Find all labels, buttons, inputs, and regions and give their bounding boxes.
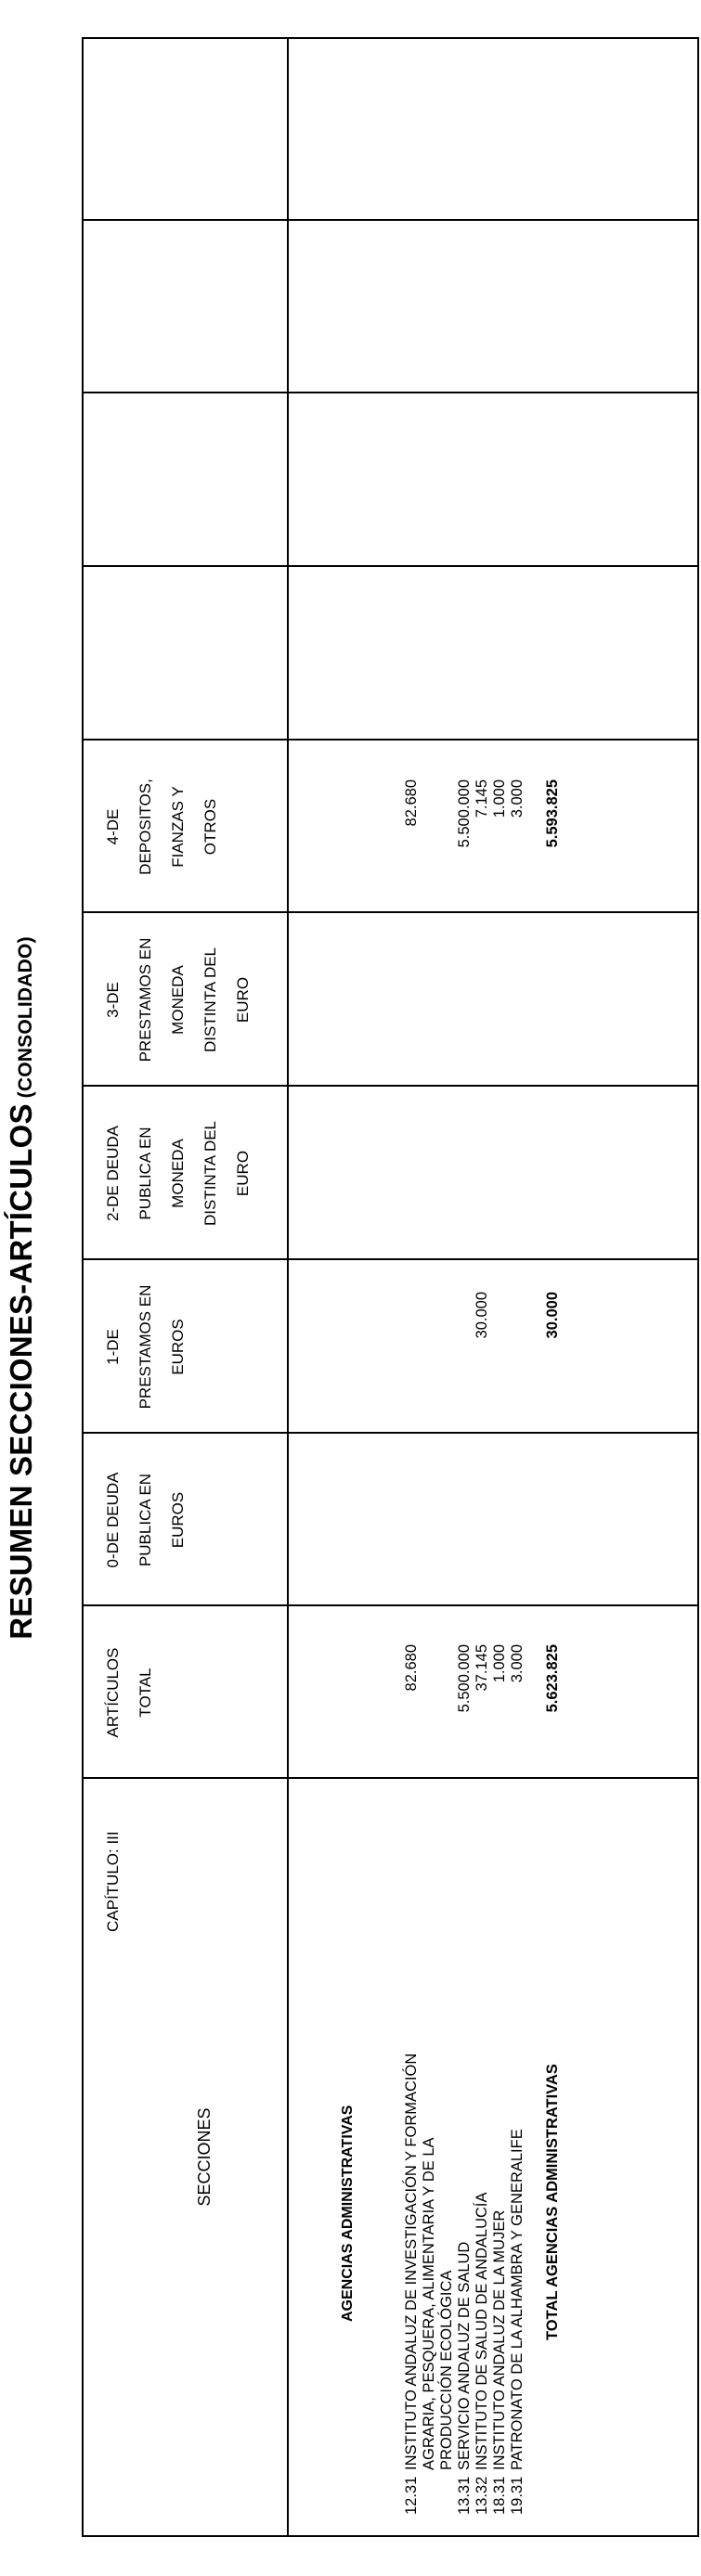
- col-header-art2: [97, 1087, 259, 1260]
- section-code: 13.31: [456, 2476, 473, 2515]
- total-art1: 30.000: [544, 1292, 561, 1339]
- table-row: [474, 2192, 491, 2515]
- table-row: [509, 2129, 526, 2515]
- cell-art4: 82.680: [403, 779, 420, 827]
- total-art4: 5.593.825: [544, 779, 561, 848]
- section-name-line: INSTITUTO ANDALUZ DE INVESTIGACIÓN Y FORMACIÓN: [403, 2053, 420, 2470]
- page-title: [4, 0, 39, 2576]
- cell-total: 3.000: [509, 1644, 526, 1683]
- header-divider: [287, 39, 289, 2535]
- col-header-art1: [97, 1260, 194, 1434]
- col-header-total: [97, 1606, 162, 1779]
- section-name: [403, 2054, 456, 2470]
- title-subtitle: (CONSOLIDADO): [15, 936, 36, 1099]
- col-header-art3: [97, 913, 259, 1087]
- col-header-line: DEPOSITOS,: [136, 779, 154, 875]
- cell-art1: 30.000: [474, 1292, 490, 1339]
- col-header-line: MONEDA: [169, 965, 187, 1035]
- chapter-label: CAPÍTULO: III: [104, 1831, 122, 1932]
- section-name: SERVICIO ANDALUZ DE SALUD: [456, 2241, 473, 2470]
- cell-art4: 7.145: [474, 779, 490, 818]
- section-name: INSTITUTO ANDALUZ DE LA MUJER: [491, 2209, 508, 2470]
- col-header-line: 2-DE DEUDA: [104, 1126, 122, 1221]
- col-header-line: DISTINTA DEL: [201, 1120, 219, 1227]
- cell-art4: 5.500.000: [456, 779, 473, 848]
- col-header-line: EURO: [234, 1150, 252, 1197]
- col-header-line: 1-DE: [104, 1329, 122, 1365]
- cell-art4: 1.000: [491, 779, 508, 818]
- col-header-line: ARTÍCULOS: [104, 1647, 122, 1738]
- summary-table: [82, 37, 699, 2537]
- table-row: [491, 2210, 509, 2515]
- sections-header: SECCIONES: [195, 2107, 214, 2207]
- col-header-line: PRESTAMOS EN: [136, 937, 154, 1063]
- col-divider-10: [84, 219, 697, 221]
- col-divider-1: [84, 1777, 697, 1779]
- section-code: 19.31: [509, 2476, 526, 2515]
- col-divider-8: [84, 565, 697, 567]
- col-header-art4: [97, 741, 227, 913]
- col-header-line: 4-DE: [104, 808, 122, 845]
- col-header-line: EUROS: [169, 1319, 187, 1375]
- cell-total: 5.500.000: [456, 1644, 473, 1713]
- section-name: PATRONATO DE LA ALHAMBRA Y GENERALIFE: [509, 2129, 526, 2470]
- cell-total: 37.145: [474, 1644, 490, 1692]
- table-row: [456, 2242, 474, 2515]
- section-name: INSTITUTO DE SALUD DE ANDALUCÍA: [474, 2192, 490, 2470]
- table-row: [403, 2054, 456, 2515]
- col-header-line: MONEDA: [169, 1139, 187, 1208]
- col-header-line: PRESTAMOS EN: [136, 1284, 154, 1410]
- col-header-line: PUBLICA EN: [136, 1473, 154, 1567]
- col-header-line: 0-DE DEUDA: [104, 1472, 122, 1568]
- title-text: RESUMEN SECCIONES-ARTÍCULOS: [4, 1103, 38, 1640]
- col-header-line: OTROS: [201, 798, 219, 856]
- col-header-art0: [97, 1434, 194, 1606]
- section-code: 18.31: [491, 2476, 508, 2515]
- cell-total: 1.000: [491, 1644, 508, 1683]
- section-code: 12.31: [403, 2476, 420, 2515]
- col-header-line: PUBLICA EN: [136, 1127, 154, 1220]
- section-code: 13.32: [474, 2476, 490, 2515]
- section-name-line: AGRARIA, PESQUERA, ALIMENTARIA Y DE LA: [421, 2137, 437, 2470]
- col-header-line: EUROS: [169, 1491, 187, 1549]
- col-header-line: 3-DE: [104, 982, 122, 1018]
- total-label: TOTAL AGENCIAS ADMINISTRATIVAS: [544, 2064, 561, 2340]
- group-title: AGENCIAS ADMINISTRATIVAS: [340, 2105, 356, 2322]
- col-header-line: EURO: [234, 976, 252, 1024]
- col-header-line: FIANZAS Y: [169, 786, 187, 868]
- total-total: 5.623.825: [544, 1644, 561, 1713]
- cell-total: 82.680: [403, 1644, 420, 1692]
- col-divider-9: [84, 392, 697, 393]
- cell-art4: 3.000: [509, 779, 526, 818]
- col-header-line: TOTAL: [136, 1668, 154, 1718]
- col-header-line: DISTINTA DEL: [201, 947, 219, 1053]
- section-name-line: PRODUCCIÓN ECOLÓGICA: [438, 2270, 455, 2470]
